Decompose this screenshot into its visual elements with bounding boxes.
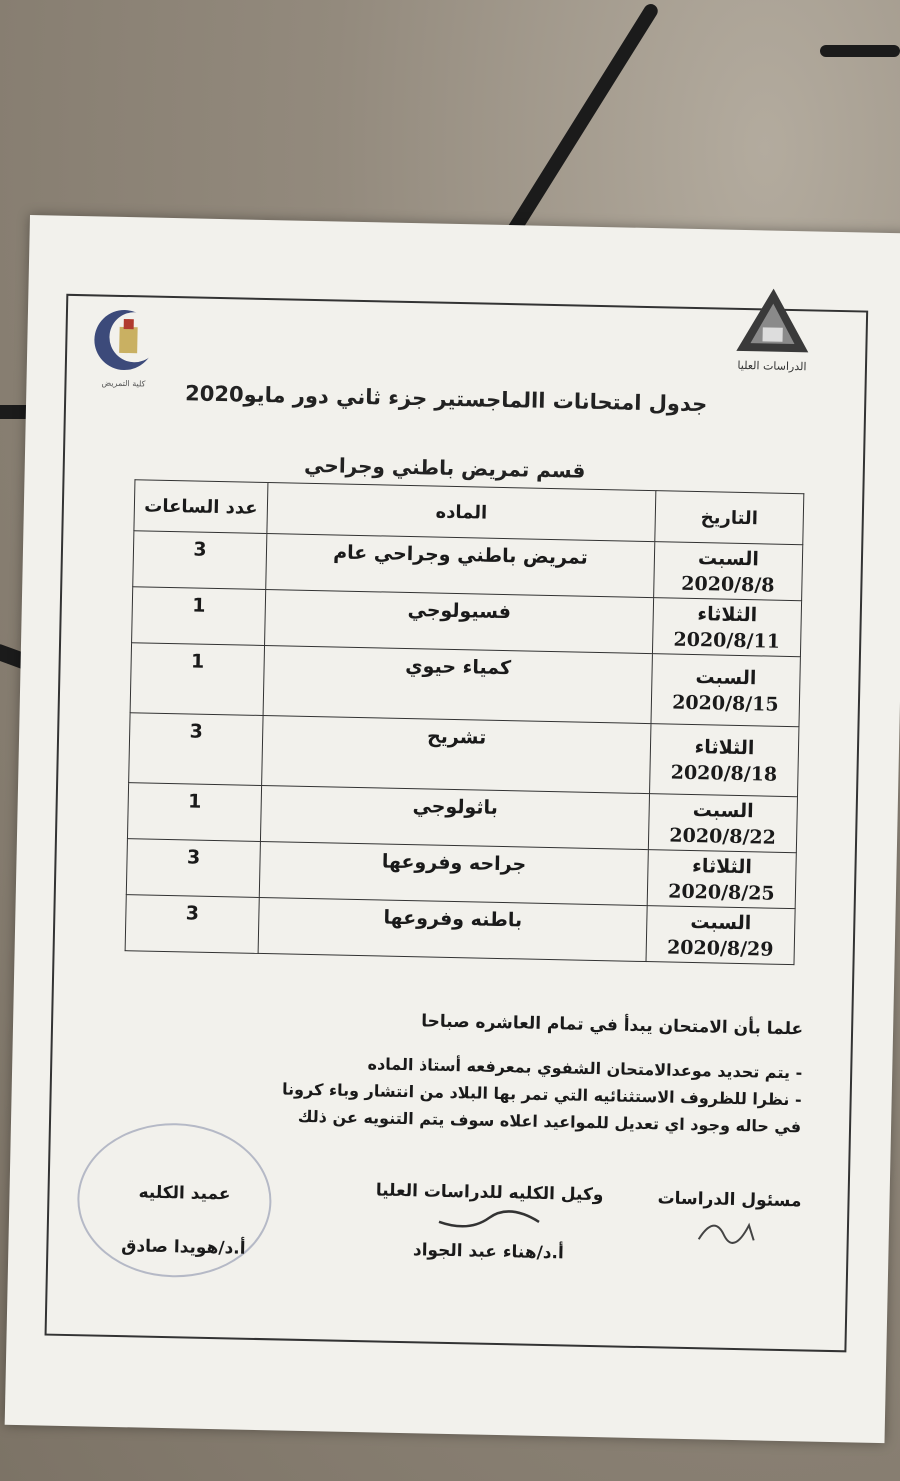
vice-dean-signature [363, 1180, 615, 1264]
date-cell [650, 724, 799, 797]
day-label: السبت [690, 910, 752, 934]
header-date: التاريخ [655, 491, 804, 545]
date-value: 2020/8/25 [668, 880, 775, 905]
vice-dean-name: أ.د/هناء عبد الجواد [412, 1240, 565, 1264]
dean-title: عميد الكليه [138, 1182, 231, 1205]
date-cell [654, 542, 803, 601]
date-cell [647, 850, 796, 909]
subject-cell: كمياء حيوي [263, 646, 652, 724]
hours-cell: 1 [132, 587, 266, 646]
header-hours: عدد الساعات [134, 480, 268, 534]
hours-cell: 1 [127, 783, 261, 842]
hours-cell: 3 [133, 531, 267, 590]
studies-officer-signature [648, 1188, 809, 1256]
hours-cell: 3 [126, 839, 260, 898]
dean-name: أ.د/هويدا صادق [121, 1236, 246, 1259]
graduate-studies-logo [717, 284, 829, 386]
dean-signature [103, 1182, 265, 1259]
note-item: - نظرا للظروف الاستثنائيه التي تمر بها البلاد من انتشار وباء كرونا [281, 1079, 802, 1110]
day-label: السبت [695, 665, 757, 689]
hours-cell: 1 [130, 643, 264, 716]
date-value: 2020/8/18 [670, 761, 778, 786]
date-cell [648, 794, 797, 853]
date-value: 2020/8/15 [671, 691, 779, 716]
vice-dean-title: وكيل الكليه للدراسات العليا [375, 1180, 604, 1206]
note-text: يتم تحديد موعدالامتحان الشفوي بمعرفعه أستاذ الماده [367, 1054, 791, 1083]
pyramid-logo-icon [732, 285, 813, 357]
studies-officer-title: مسئول الدراسات [657, 1188, 802, 1212]
date-cell [646, 906, 795, 965]
day-label: الثلاثاء [694, 735, 755, 759]
day-label: السبت [697, 546, 760, 570]
hours-cell: 3 [125, 895, 259, 954]
start-time-note: علما بأن الامتحان يبدأ في تمام العاشره صباحا [421, 1011, 804, 1040]
subject-cell: تشريح [262, 715, 651, 793]
cable [820, 45, 900, 57]
date-value: 2020/8/11 [673, 628, 781, 653]
date-value: 2020/8/22 [669, 824, 777, 849]
note-item: - يتم تحديد موعدالامتحان الشفوي بمعرفعه أستاذ الماده [367, 1054, 803, 1083]
signature-scribble-icon [693, 1209, 764, 1250]
right-logo-caption: الدراسات العليا [737, 358, 807, 374]
exam-schedule-table [125, 479, 805, 965]
note-continuation: في حاله وجود اي تعديل للمواعيد اعلاه سوف يتم التنويه عن ذلك [297, 1106, 802, 1137]
header-subject: الماده [267, 483, 656, 542]
nursing-faculty-logo [78, 304, 170, 416]
date-cell [652, 598, 801, 657]
date-value: 2020/8/29 [666, 936, 774, 961]
subject-cell: جراحه وفروعها [259, 841, 648, 905]
note-text: نظرا للظروف الاستثنائيه التي تمر بها البلاد من انتشار وباء كرونا [281, 1079, 790, 1110]
day-label: الثلاثاء [691, 854, 753, 878]
document-page [5, 215, 900, 1443]
date-cell [651, 654, 800, 727]
signature-scribble-icon [429, 1202, 550, 1239]
subject-cell: فسيولوجي [265, 590, 654, 654]
day-label: السبت [692, 798, 754, 822]
crescent-logo-icon [89, 304, 160, 375]
date-value: 2020/8/8 [681, 572, 775, 597]
left-logo-caption: كلية التمريض [101, 378, 146, 389]
department-title: قسم تمريض باطني وجراحي [303, 452, 586, 483]
subject-cell: باثولوجي [260, 785, 649, 849]
notes-section [161, 1006, 803, 1140]
day-label: الثلاثاء [697, 602, 758, 626]
subject-cell: باطنه وفروعها [258, 897, 647, 961]
hours-cell: 3 [129, 713, 263, 786]
schedule-title: جدول امتحانات االماجستير جزء ثاني دور مايو2020 [184, 381, 708, 417]
subject-cell: تمريض باطني وجراحي عام [266, 534, 655, 598]
